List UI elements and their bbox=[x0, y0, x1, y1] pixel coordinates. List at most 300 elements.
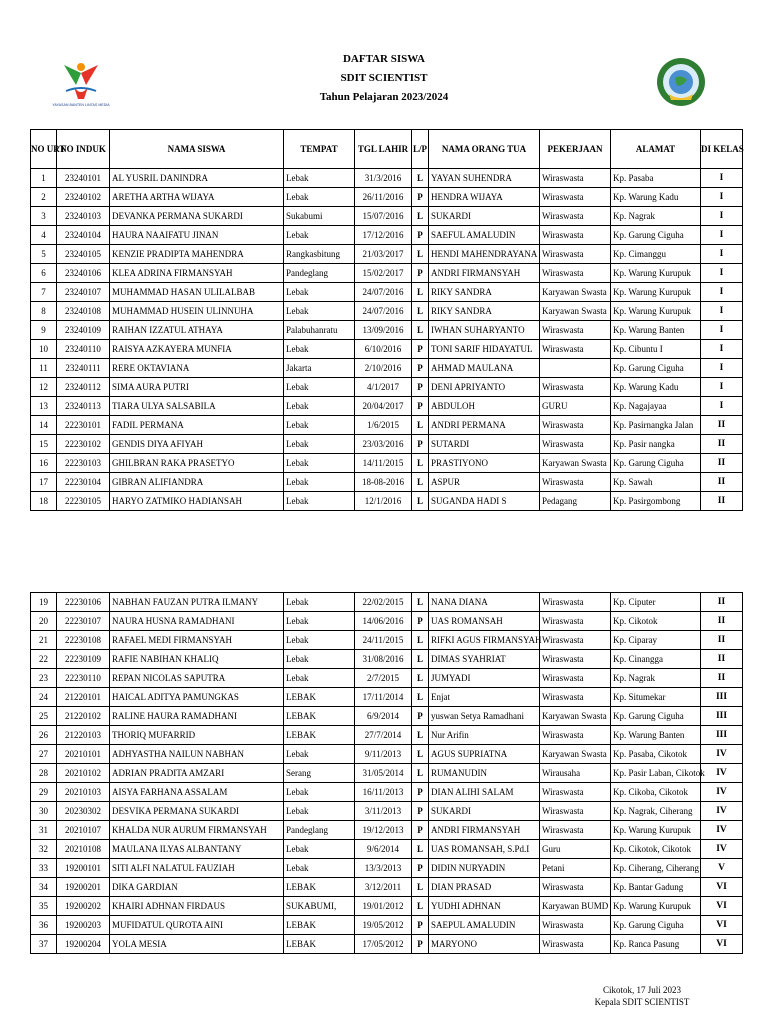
cell-no-urut: 6 bbox=[31, 264, 57, 283]
cell-tempat: Lebak bbox=[284, 397, 355, 416]
cell-jenis-kelamin: L bbox=[412, 169, 429, 188]
cell-tempat: Lebak bbox=[284, 492, 355, 511]
table-row bbox=[31, 226, 743, 245]
cell-kelas: I bbox=[701, 226, 743, 245]
cell-kelas: I bbox=[701, 340, 743, 359]
cell-tempat: Sukabumi bbox=[284, 207, 355, 226]
cell-tempat: Pandeglang bbox=[284, 821, 355, 840]
cell-tgl-lahir: 21/03/2017 bbox=[355, 245, 412, 264]
cell-no-induk: 22230107 bbox=[57, 612, 110, 631]
cell-pekerjaan: GURU bbox=[540, 397, 611, 416]
cell-tempat: Lebak bbox=[284, 802, 355, 821]
cell-nama-orang-tua: SUKARDI bbox=[429, 802, 540, 821]
cell-tempat: Lebak bbox=[284, 745, 355, 764]
cell-pekerjaan: Wiraswasta bbox=[540, 878, 611, 897]
cell-tempat: LEBAK bbox=[284, 688, 355, 707]
cell-nama-orang-tua: SUTARDI bbox=[429, 435, 540, 454]
table-row bbox=[31, 688, 743, 707]
cell-nama-orang-tua: Enjat bbox=[429, 688, 540, 707]
cell-tgl-lahir: 2/7/2015 bbox=[355, 669, 412, 688]
cell-kelas: IV bbox=[701, 821, 743, 840]
table-row bbox=[31, 302, 743, 321]
cell-kelas: II bbox=[701, 631, 743, 650]
cell-tgl-lahir: 26/11/2016 bbox=[355, 188, 412, 207]
cell-kelas: II bbox=[701, 492, 743, 511]
col-header: TEMPAT bbox=[284, 130, 355, 169]
cell-jenis-kelamin: L bbox=[412, 878, 429, 897]
cell-jenis-kelamin: L bbox=[412, 631, 429, 650]
cell-tempat: LEBAK bbox=[284, 878, 355, 897]
cell-no-induk: 19200201 bbox=[57, 878, 110, 897]
cell-nama-orang-tua: YUDHI ADHNAN bbox=[429, 897, 540, 916]
cell-alamat: Kp. Warung Kurupuk bbox=[611, 264, 701, 283]
cell-no-induk: 21220102 bbox=[57, 707, 110, 726]
cell-no-urut: 10 bbox=[31, 340, 57, 359]
cell-nama-siswa: DEVANKA PERMANA SUKARDI bbox=[110, 207, 284, 226]
cell-no-induk: 22230110 bbox=[57, 669, 110, 688]
cell-tempat: Lebak bbox=[284, 612, 355, 631]
cell-no-urut: 24 bbox=[31, 688, 57, 707]
cell-nama-orang-tua: ANDRI PERMANA bbox=[429, 416, 540, 435]
table-row bbox=[31, 707, 743, 726]
cell-alamat: Kp. Warung Kadu bbox=[611, 188, 701, 207]
cell-tgl-lahir: 3/12/2011 bbox=[355, 878, 412, 897]
cell-tempat: Lebak bbox=[284, 226, 355, 245]
cell-no-urut: 33 bbox=[31, 859, 57, 878]
cell-pekerjaan bbox=[540, 359, 611, 378]
table-row bbox=[31, 321, 743, 340]
cell-tempat: SUKABUMI, bbox=[284, 897, 355, 916]
cell-alamat: Kp. Cikoba, Cikotok bbox=[611, 783, 701, 802]
cell-no-induk: 20210107 bbox=[57, 821, 110, 840]
cell-jenis-kelamin: L bbox=[412, 688, 429, 707]
cell-kelas: VI bbox=[701, 897, 743, 916]
table-row bbox=[31, 264, 743, 283]
col-header: NO URT bbox=[31, 130, 57, 169]
cell-no-induk: 23240112 bbox=[57, 378, 110, 397]
cell-pekerjaan: Wiraswasta bbox=[540, 916, 611, 935]
cell-alamat: Kp. Cimanggu bbox=[611, 245, 701, 264]
cell-tgl-lahir: 27/7/2014 bbox=[355, 726, 412, 745]
cell-nama-siswa: AL YUSRIL DANINDRA bbox=[110, 169, 284, 188]
cell-kelas: VI bbox=[701, 916, 743, 935]
cell-nama-orang-tua: SAEPUL AMALUDIN bbox=[429, 916, 540, 935]
cell-pekerjaan: Wiraswasta bbox=[540, 631, 611, 650]
cell-kelas: I bbox=[701, 283, 743, 302]
cell-alamat: Kp. Warung Kadu bbox=[611, 378, 701, 397]
cell-no-urut: 29 bbox=[31, 783, 57, 802]
cell-alamat: Kp. Garung Ciguha bbox=[611, 454, 701, 473]
cell-kelas: I bbox=[701, 397, 743, 416]
cell-no-urut: 15 bbox=[31, 435, 57, 454]
cell-nama-siswa: RAFAEL MEDI FIRMANSYAH bbox=[110, 631, 284, 650]
cell-tempat: Serang bbox=[284, 764, 355, 783]
cell-nama-siswa: GIBRAN ALIFIANDRA bbox=[110, 473, 284, 492]
cell-pekerjaan: Wiraswasta bbox=[540, 207, 611, 226]
cell-jenis-kelamin: P bbox=[412, 916, 429, 935]
table-row bbox=[31, 802, 743, 821]
cell-alamat: Kp. Situmekar bbox=[611, 688, 701, 707]
cell-jenis-kelamin: P bbox=[412, 821, 429, 840]
cell-jenis-kelamin: L bbox=[412, 302, 429, 321]
cell-tempat: Lebak bbox=[284, 302, 355, 321]
cell-alamat: Kp. Nagrak bbox=[611, 207, 701, 226]
table-row bbox=[31, 745, 743, 764]
cell-pekerjaan: Wiraswasta bbox=[540, 188, 611, 207]
table-row bbox=[31, 492, 743, 511]
cell-kelas: IV bbox=[701, 783, 743, 802]
cell-no-urut: 28 bbox=[31, 764, 57, 783]
cell-pekerjaan: Wiraswasta bbox=[540, 340, 611, 359]
cell-pekerjaan: Wiraswasta bbox=[540, 612, 611, 631]
cell-tgl-lahir: 22/02/2015 bbox=[355, 593, 412, 612]
cell-nama-siswa: GHILBRAN RAKA PRASETYO bbox=[110, 454, 284, 473]
cell-tgl-lahir: 19/05/2012 bbox=[355, 916, 412, 935]
cell-alamat: Kp. Warung Kurupuk bbox=[611, 897, 701, 916]
cell-nama-siswa: DESVIKA PERMANA SUKARDI bbox=[110, 802, 284, 821]
cell-tgl-lahir: 17/11/2014 bbox=[355, 688, 412, 707]
cell-nama-orang-tua: DIAN ALIHI SALAM bbox=[429, 783, 540, 802]
cell-no-urut: 31 bbox=[31, 821, 57, 840]
place-date: Cikotok, 17 Juli 2023 bbox=[602, 985, 681, 995]
cell-no-induk: 21220103 bbox=[57, 726, 110, 745]
cell-nama-siswa: ADHYASTHA NAILUN NABHAN bbox=[110, 745, 284, 764]
cell-jenis-kelamin: L bbox=[412, 897, 429, 916]
cell-no-urut: 14 bbox=[31, 416, 57, 435]
cell-tgl-lahir: 15/07/2016 bbox=[355, 207, 412, 226]
cell-no-induk: 23240107 bbox=[57, 283, 110, 302]
cell-tgl-lahir: 12/1/2016 bbox=[355, 492, 412, 511]
cell-kelas: IV bbox=[701, 802, 743, 821]
cell-kelas: I bbox=[701, 245, 743, 264]
cell-nama-orang-tua: ANDRI FIRMANSYAH bbox=[429, 264, 540, 283]
cell-nama-orang-tua: IWHAN SUHARYANTO bbox=[429, 321, 540, 340]
cell-no-induk: 23240101 bbox=[57, 169, 110, 188]
cell-alamat: Kp. Nagajayaa bbox=[611, 397, 701, 416]
cell-pekerjaan: Wiraswasta bbox=[540, 378, 611, 397]
cell-tgl-lahir: 31/3/2016 bbox=[355, 169, 412, 188]
cell-no-induk: 22230102 bbox=[57, 435, 110, 454]
cell-no-urut: 1 bbox=[31, 169, 57, 188]
cell-alamat: Kp. Pasir Laban, Cikotok bbox=[611, 764, 701, 783]
table-row bbox=[31, 783, 743, 802]
cell-kelas: VI bbox=[701, 935, 743, 954]
cell-tgl-lahir: 24/11/2015 bbox=[355, 631, 412, 650]
cell-pekerjaan: Wiraswasta bbox=[540, 726, 611, 745]
cell-no-urut: 12 bbox=[31, 378, 57, 397]
cell-no-urut: 26 bbox=[31, 726, 57, 745]
cell-nama-siswa: KLEA ADRINA FIRMANSYAH bbox=[110, 264, 284, 283]
cell-kelas: III bbox=[701, 726, 743, 745]
cell-no-urut: 23 bbox=[31, 669, 57, 688]
cell-alamat: Kp. Cinangga bbox=[611, 650, 701, 669]
cell-nama-orang-tua: AHMAD MAULANA bbox=[429, 359, 540, 378]
cell-nama-siswa: RAFIE NABIHAN KHALIQ bbox=[110, 650, 284, 669]
cell-nama-orang-tua: RUMANUDIN bbox=[429, 764, 540, 783]
cell-nama-siswa: GENDIS DIYA AFIYAH bbox=[110, 435, 284, 454]
cell-nama-orang-tua: RIKY SANDRA bbox=[429, 283, 540, 302]
cell-nama-orang-tua: HENDRA WIJAYA bbox=[429, 188, 540, 207]
cell-alamat: Kp. Garung Ciguha bbox=[611, 359, 701, 378]
cell-no-urut: 3 bbox=[31, 207, 57, 226]
cell-tempat: Lebak bbox=[284, 473, 355, 492]
cell-alamat: Kp. Garung Ciguha bbox=[611, 707, 701, 726]
cell-kelas: II bbox=[701, 454, 743, 473]
cell-pekerjaan: Karyawan Swasta bbox=[540, 302, 611, 321]
cell-no-urut: 5 bbox=[31, 245, 57, 264]
cell-nama-orang-tua: DIDIN NURYADIN bbox=[429, 859, 540, 878]
cell-pekerjaan: Karyawan Swasta bbox=[540, 707, 611, 726]
cell-jenis-kelamin: L bbox=[412, 650, 429, 669]
cell-no-urut: 21 bbox=[31, 631, 57, 650]
cell-alamat: Kp. Bantar Gadung bbox=[611, 878, 701, 897]
cell-kelas: II bbox=[701, 435, 743, 454]
cell-no-urut: 36 bbox=[31, 916, 57, 935]
cell-no-induk: 22230108 bbox=[57, 631, 110, 650]
cell-tempat: Lebak bbox=[284, 859, 355, 878]
cell-kelas: III bbox=[701, 707, 743, 726]
table-row bbox=[31, 283, 743, 302]
cell-tgl-lahir: 3/11/2013 bbox=[355, 802, 412, 821]
cell-nama-siswa: ADRIAN PRADITA AMZARI bbox=[110, 764, 284, 783]
table-row bbox=[31, 878, 743, 897]
cell-kelas: I bbox=[701, 359, 743, 378]
cell-jenis-kelamin: L bbox=[412, 492, 429, 511]
cell-no-urut: 16 bbox=[31, 454, 57, 473]
table-row bbox=[31, 726, 743, 745]
cell-nama-siswa: ARETHA ARTHA WIJAYA bbox=[110, 188, 284, 207]
cell-alamat: Kp. Sawah bbox=[611, 473, 701, 492]
cell-no-induk: 19200203 bbox=[57, 916, 110, 935]
cell-jenis-kelamin: P bbox=[412, 707, 429, 726]
cell-no-induk: 23240111 bbox=[57, 359, 110, 378]
cell-kelas: I bbox=[701, 188, 743, 207]
cell-no-urut: 37 bbox=[31, 935, 57, 954]
cell-nama-siswa: FADIL PERMANA bbox=[110, 416, 284, 435]
cell-nama-orang-tua: TONI SARIF HIDAYATUL bbox=[429, 340, 540, 359]
cell-tgl-lahir: 19/01/2012 bbox=[355, 897, 412, 916]
cell-no-induk: 23240102 bbox=[57, 188, 110, 207]
col-header: L/P bbox=[412, 130, 429, 169]
cell-tgl-lahir: 2/10/2016 bbox=[355, 359, 412, 378]
cell-kelas: III bbox=[701, 688, 743, 707]
col-header: NAMA SISWA bbox=[110, 130, 284, 169]
cell-jenis-kelamin: L bbox=[412, 745, 429, 764]
cell-alamat: Kp. Pasir nangka bbox=[611, 435, 701, 454]
table-row bbox=[31, 340, 743, 359]
cell-no-induk: 20210108 bbox=[57, 840, 110, 859]
cell-tempat: Rangkasbitung bbox=[284, 245, 355, 264]
cell-tgl-lahir: 4/1/2017 bbox=[355, 378, 412, 397]
cell-jenis-kelamin: P bbox=[412, 397, 429, 416]
cell-kelas: II bbox=[701, 593, 743, 612]
table-row bbox=[31, 897, 743, 916]
cell-no-induk: 22230101 bbox=[57, 416, 110, 435]
cell-pekerjaan: Wiraswasta bbox=[540, 821, 611, 840]
cell-alamat: Kp. Pasaba, Cikotok bbox=[611, 745, 701, 764]
cell-pekerjaan: Wiraswasta bbox=[540, 435, 611, 454]
cell-kelas: V bbox=[701, 859, 743, 878]
cell-alamat: Kp. Garung Ciguha bbox=[611, 226, 701, 245]
cell-nama-orang-tua: ANDRI FIRMANSYAH bbox=[429, 821, 540, 840]
cell-no-induk: 23240103 bbox=[57, 207, 110, 226]
cell-nama-siswa: TIARA ULYA SALSABILA bbox=[110, 397, 284, 416]
cell-pekerjaan: Wiraswasta bbox=[540, 593, 611, 612]
cell-no-urut: 7 bbox=[31, 283, 57, 302]
cell-tgl-lahir: 17/12/2016 bbox=[355, 226, 412, 245]
cell-kelas: II bbox=[701, 650, 743, 669]
student-table-part2 bbox=[30, 592, 743, 954]
cell-alamat: Kp. Cibuntu I bbox=[611, 340, 701, 359]
cell-nama-orang-tua: RIFKI AGUS FIRMANSYAH bbox=[429, 631, 540, 650]
cell-jenis-kelamin: P bbox=[412, 859, 429, 878]
table-row bbox=[31, 245, 743, 264]
cell-jenis-kelamin: P bbox=[412, 378, 429, 397]
cell-jenis-kelamin: L bbox=[412, 764, 429, 783]
cell-pekerjaan: Wiraswasta bbox=[540, 688, 611, 707]
cell-no-urut: 30 bbox=[31, 802, 57, 821]
cell-alamat: Kp. Pasaba bbox=[611, 169, 701, 188]
cell-tempat: Lebak bbox=[284, 593, 355, 612]
cell-tgl-lahir: 6/10/2016 bbox=[355, 340, 412, 359]
cell-no-urut: 13 bbox=[31, 397, 57, 416]
cell-tempat: Pandeglang bbox=[284, 264, 355, 283]
cell-no-induk: 22230103 bbox=[57, 454, 110, 473]
cell-kelas: VI bbox=[701, 878, 743, 897]
table-row bbox=[31, 593, 743, 612]
cell-no-induk: 22230106 bbox=[57, 593, 110, 612]
cell-nama-orang-tua: ABDULOH bbox=[429, 397, 540, 416]
cell-jenis-kelamin: P bbox=[412, 435, 429, 454]
cell-no-induk: 20210101 bbox=[57, 745, 110, 764]
cell-no-urut: 32 bbox=[31, 840, 57, 859]
cell-no-induk: 22230109 bbox=[57, 650, 110, 669]
cell-tempat: Lebak bbox=[284, 783, 355, 802]
cell-tgl-lahir: 31/08/2016 bbox=[355, 650, 412, 669]
cell-kelas: II bbox=[701, 669, 743, 688]
cell-nama-orang-tua: UAS ROMANSAH, S.Pd.I bbox=[429, 840, 540, 859]
cell-tgl-lahir: 14/11/2015 bbox=[355, 454, 412, 473]
cell-jenis-kelamin: P bbox=[412, 783, 429, 802]
col-header: TGL LAHIR bbox=[355, 130, 412, 169]
table-body bbox=[31, 593, 743, 954]
cell-no-induk: 23240110 bbox=[57, 340, 110, 359]
cell-kelas: IV bbox=[701, 764, 743, 783]
cell-no-induk: 22230105 bbox=[57, 492, 110, 511]
cell-nama-siswa: AISYA FARHANA ASSALAM bbox=[110, 783, 284, 802]
col-header: ALAMAT bbox=[611, 130, 701, 169]
cell-nama-siswa: HARYO ZATMIKO HADIANSAH bbox=[110, 492, 284, 511]
cell-tempat: Palabuhanratu bbox=[284, 321, 355, 340]
cell-tempat: Lebak bbox=[284, 454, 355, 473]
cell-nama-siswa: NABHAN FAUZAN PUTRA ILMANY bbox=[110, 593, 284, 612]
cell-no-urut: 8 bbox=[31, 302, 57, 321]
cell-pekerjaan: Pedagang bbox=[540, 492, 611, 511]
table-row bbox=[31, 612, 743, 631]
table-row bbox=[31, 435, 743, 454]
cell-jenis-kelamin: L bbox=[412, 726, 429, 745]
cell-nama-orang-tua: MARYONO bbox=[429, 935, 540, 954]
table-row bbox=[31, 473, 743, 492]
col-header: DI KELAS bbox=[701, 130, 743, 169]
cell-alamat: Kp. Ciputer bbox=[611, 593, 701, 612]
cell-no-induk: 23240113 bbox=[57, 397, 110, 416]
cell-nama-orang-tua: SUGANDA HADI S bbox=[429, 492, 540, 511]
cell-nama-orang-tua: UAS ROMANSAH bbox=[429, 612, 540, 631]
cell-alamat: Kp. Warung Banten bbox=[611, 726, 701, 745]
cell-jenis-kelamin: L bbox=[412, 416, 429, 435]
cell-tgl-lahir: 31/05/2014 bbox=[355, 764, 412, 783]
cell-tgl-lahir: 13/09/2016 bbox=[355, 321, 412, 340]
table-row bbox=[31, 188, 743, 207]
cell-no-urut: 27 bbox=[31, 745, 57, 764]
cell-nama-siswa: REPAN NICOLAS SAPUTRA bbox=[110, 669, 284, 688]
table-row bbox=[31, 207, 743, 226]
cell-no-induk: 23240104 bbox=[57, 226, 110, 245]
cell-alamat: Kp. Warung Kurupuk bbox=[611, 821, 701, 840]
cell-tgl-lahir: 19/12/2013 bbox=[355, 821, 412, 840]
cell-alamat: Kp. Nagrak, Ciherang bbox=[611, 802, 701, 821]
cell-nama-orang-tua: ASPUR bbox=[429, 473, 540, 492]
cell-pekerjaan: Karyawan Swasta bbox=[540, 745, 611, 764]
cell-nama-orang-tua: HENDI MAHENDRAYANA bbox=[429, 245, 540, 264]
cell-nama-siswa: SIMA AURA PUTRI bbox=[110, 378, 284, 397]
table-row bbox=[31, 669, 743, 688]
cell-tempat: LEBAK bbox=[284, 726, 355, 745]
cell-nama-siswa: MAULANA ILYAS ALBANTANY bbox=[110, 840, 284, 859]
cell-jenis-kelamin: L bbox=[412, 283, 429, 302]
cell-no-urut: 22 bbox=[31, 650, 57, 669]
signature-block bbox=[592, 984, 692, 1008]
cell-no-induk: 20210102 bbox=[57, 764, 110, 783]
cell-jenis-kelamin: L bbox=[412, 593, 429, 612]
cell-alamat: Kp. Ciparay bbox=[611, 631, 701, 650]
cell-no-urut: 35 bbox=[31, 897, 57, 916]
cell-jenis-kelamin: P bbox=[412, 359, 429, 378]
table-row bbox=[31, 840, 743, 859]
cell-tgl-lahir: 15/02/2017 bbox=[355, 264, 412, 283]
cell-pekerjaan: Karyawan Swasta bbox=[540, 454, 611, 473]
cell-tgl-lahir: 17/05/2012 bbox=[355, 935, 412, 954]
cell-kelas: I bbox=[701, 302, 743, 321]
cell-jenis-kelamin: P bbox=[412, 226, 429, 245]
cell-alamat: Kp. Garung Ciguha bbox=[611, 916, 701, 935]
cell-tempat: Lebak bbox=[284, 283, 355, 302]
cell-nama-orang-tua: DIAN PRASAD bbox=[429, 878, 540, 897]
table-row bbox=[31, 631, 743, 650]
cell-tempat: Lebak bbox=[284, 416, 355, 435]
cell-jenis-kelamin: L bbox=[412, 245, 429, 264]
cell-kelas: I bbox=[701, 321, 743, 340]
cell-no-urut: 19 bbox=[31, 593, 57, 612]
cell-tempat: Lebak bbox=[284, 188, 355, 207]
cell-nama-siswa: KHALDA NUR AURUM FIRMANSYAH bbox=[110, 821, 284, 840]
cell-nama-siswa: KENZIE PRADIPTA MAHENDRA bbox=[110, 245, 284, 264]
cell-nama-siswa: RAISYA AZKAYERA MUNFIA bbox=[110, 340, 284, 359]
cell-no-urut: 17 bbox=[31, 473, 57, 492]
logo-caption: YAYASAN BANTEN LINTAS MEDIA bbox=[52, 103, 110, 107]
cell-tempat: Jakarta bbox=[284, 359, 355, 378]
cell-no-induk: 20230302 bbox=[57, 802, 110, 821]
cell-tempat: Lebak bbox=[284, 840, 355, 859]
cell-kelas: II bbox=[701, 416, 743, 435]
cell-no-urut: 34 bbox=[31, 878, 57, 897]
cell-alamat: Kp. Warung Kurupuk bbox=[611, 283, 701, 302]
cell-nama-siswa: RERE OKTAVIANA bbox=[110, 359, 284, 378]
cell-no-urut: 18 bbox=[31, 492, 57, 511]
cell-pekerjaan: Petani bbox=[540, 859, 611, 878]
cell-nama-siswa: YOLA MESIA bbox=[110, 935, 284, 954]
